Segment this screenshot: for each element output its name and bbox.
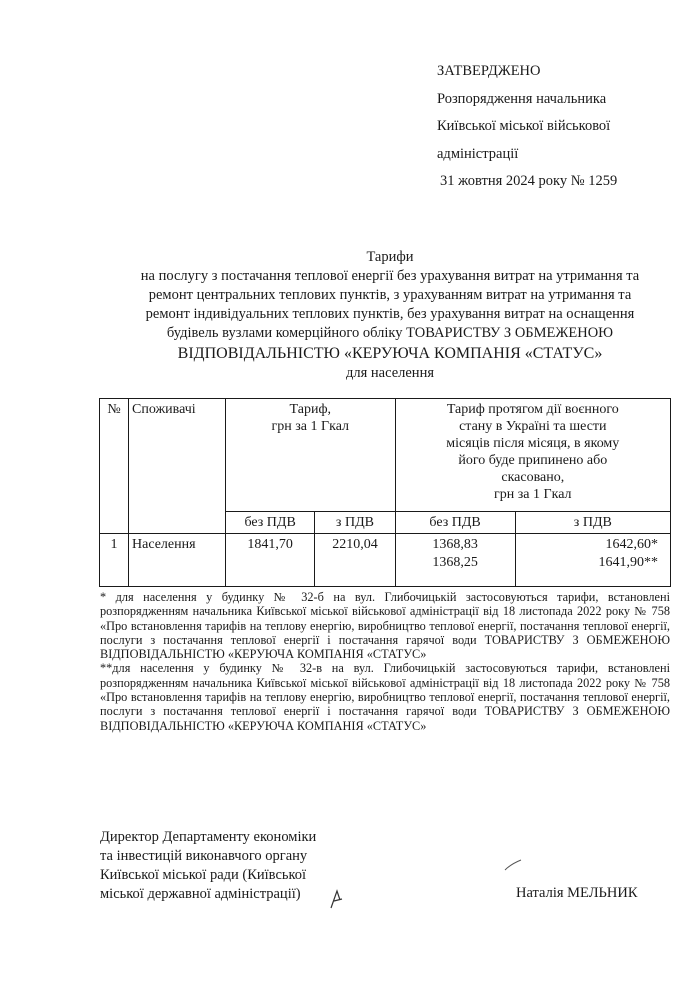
row-tariff-no-vat: 1841,70 (226, 534, 315, 587)
war-vat-value-2: 1641,90** (598, 555, 658, 570)
signatory-title-2: та інвестицій виконавчого органу (100, 848, 308, 864)
header-tariff (226, 399, 396, 512)
table-header-row (100, 399, 671, 512)
header-num: № (100, 399, 129, 534)
war-no-vat-value-1: 1368,83 (432, 537, 478, 552)
header-tariff-line-1: Тариф, (289, 402, 332, 417)
header-war-line-5: скасовано, (501, 470, 565, 485)
approval-authority: Київської міської військової (437, 118, 611, 134)
approval-heading: ЗАТВЕРДЖЕНО (437, 63, 541, 79)
approval-date: 31 жовтня 2024 року № 1259 (440, 173, 618, 189)
table-row (100, 534, 671, 587)
signature-block (100, 828, 316, 904)
signatory-title-3: Київської міської ради (Київської (100, 867, 307, 883)
war-vat-value-1: 1642,60* (605, 537, 658, 552)
header-war-line-4: його буде припинено або (458, 453, 608, 468)
tariff-table (99, 398, 671, 587)
war-no-vat-value-2: 1368,25 (432, 555, 478, 570)
header-war-tariff (395, 399, 670, 512)
title-line-5: ВІДПОВІДАЛЬНІСТЮ «КЕРУЮЧА КОМПАНІЯ «СТАТУС» (177, 345, 603, 362)
title-line-6: для населення (345, 365, 434, 381)
document-title (100, 248, 680, 383)
title-line-2: ремонт центральних теплових пунктів, з урахуванням витрат на утримання та (148, 287, 632, 303)
subheader-war-no-vat: без ПДВ (395, 512, 515, 534)
approval-stamp (437, 58, 617, 196)
header-war-line-6: грн за 1 Гкал (494, 487, 572, 502)
approval-order: Розпорядження начальника (437, 90, 607, 107)
row-war-no-vat (395, 534, 515, 587)
header-war-line-3: місяців після місяця, в якому (446, 436, 620, 451)
subheader-war-vat: з ПДВ (515, 512, 670, 534)
title-line-1: на послугу з постачання теплової енергії без урахування витрат на утримання та (140, 268, 640, 284)
footnotes (100, 590, 670, 733)
approval-authority-2: адміністрації (437, 145, 519, 162)
row-war-vat (515, 534, 670, 587)
signature-stroke-icon (503, 858, 523, 872)
row-consumer: Населення (129, 534, 226, 587)
subheader-vat: з ПДВ (315, 512, 395, 534)
title-line-4: будівель вузлами комерційного обліку ТОВАРИСТВУ З ОБМЕЖЕНОЮ (166, 325, 614, 341)
footnote-2: **для населення у будинку № 32-в на вул. Глибочицькій застосовуються тарифи, встановлені розпорядженням начальника Київської міської військової адміністрації від 18 листопада 2022 року № 758 «Про встановлення тарифів на теплову енергію, виробництво теплової енергії, постачання теплової енергії, послуги з постачання теплової енергії і постачання гарячої води ТОВАРИСТВУ З ОБМЕЖЕНОЮ ВІДПОВІДАЛЬНІСТЮ «КЕРУЮЧА КОМПАНІЯ «СТАТУС» (100, 661, 670, 733)
subheader-no-vat: без ПДВ (226, 512, 315, 534)
title-line-3: ремонт індивідуальних теплових пунктів, без урахування витрат на оснащення (145, 306, 635, 322)
header-war-line-1: Тариф протягом дії воєнного (446, 402, 619, 417)
signatory-title-1: Директор Департаменту економіки (100, 829, 317, 845)
signature-initial-icon (328, 888, 344, 910)
header-war-line-2: стану в Україні та шести (459, 419, 607, 434)
row-tariff-vat: 2210,04 (315, 534, 395, 587)
header-consumers: Споживачі (129, 399, 226, 534)
row-num: 1 (100, 534, 129, 587)
header-tariff-line-2: грн за 1 Гкал (271, 419, 350, 434)
signatory-title-4: міської державної адміністрації) (100, 886, 301, 902)
title-word: Тарифи (366, 249, 414, 265)
signer-name: Наталія МЕЛЬНИК (516, 885, 638, 901)
footnote-1: * для населення у будинку № 32-б на вул. Глибочицькій застосовуються тарифи, встановлені розпорядженням начальника Київської міської військової адміністрації від 18 листопада 2022 року № 758 «Про встановлення тарифів на теплову енергію, виробництво теплової енергії, постачання теплової енергії, послуги з постачання теплової енергії і постачання гарячої води ТОВАРИСТВУ З ОБМЕЖЕНОЮ ВІДПОВІДАЛЬНІСТЮ «КЕРУЮЧА КОМПАНІЯ «СТАТУС» (100, 590, 670, 662)
